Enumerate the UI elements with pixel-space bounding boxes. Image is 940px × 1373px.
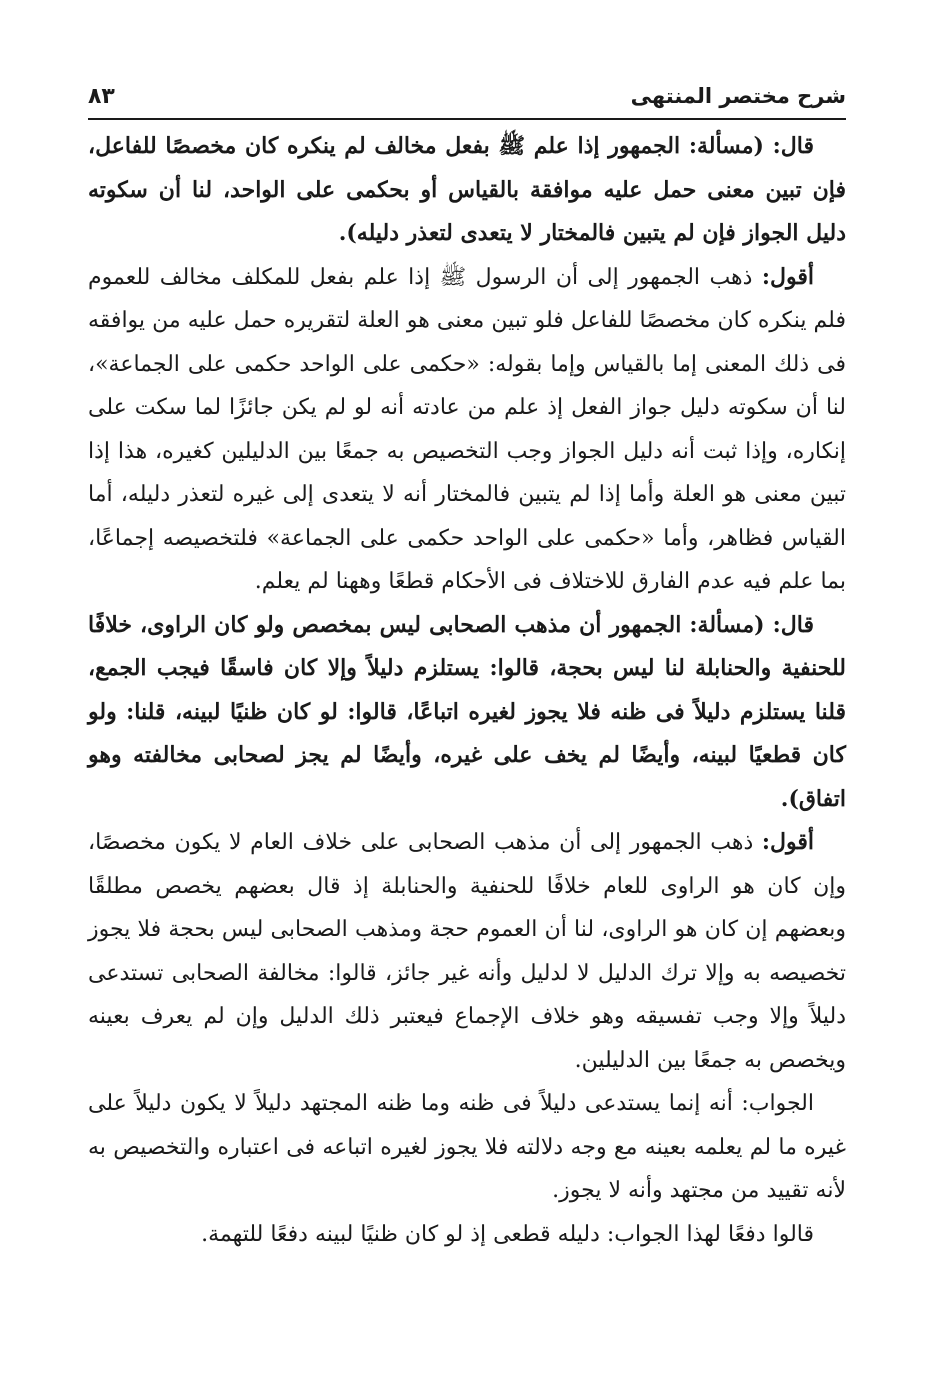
paragraph-lead: أقول: (761, 829, 814, 855)
header-divider (88, 118, 846, 120)
paragraph-sharh-2 (88, 821, 846, 1082)
paragraph-text: الجواب: أنه إنما يستدعى دليلاً فى ظنه وما ظنه المجتهد دليلاً لا يكون دليلاً على غيره ما لم يعلمه بعينه مع وجه دلالته فلا يجوز لغيره اتباعه فى اعتباره والتخصيص به لأنه تقييد من مجتهد وأنه لا يجوز. (88, 1091, 846, 1203)
paragraph-objection (88, 1213, 846, 1257)
page-body (88, 125, 846, 1256)
page-number: ٨٣ (88, 84, 115, 109)
book-title: شرح مختصر المنتهى (630, 84, 846, 108)
running-header (88, 80, 846, 114)
paragraph-lead: أقول: (761, 263, 814, 290)
paragraph-text: قالوا دفعًا لهذا الجواب: دليله قطعى إذ لو كان ظنيًا لبينه دفعًا للتهمة. (201, 1221, 814, 1247)
paragraph-sharh-1 (88, 256, 846, 604)
paragraph-answer (88, 1082, 846, 1213)
paragraph-text: ذهب الجمهور إلى أن مذهب الصحابى على خلاف العام لا يكون مخصصًا، وإن كان هو الراوى للعام خلافًا للحنفية والحنابلة إذ قال بعضهم يخصص مطلقًا وبعضهم إن كان هو الراوى، لنا أن العموم حجة ومذهب الصحابى ليس بحجة فلا يجوز تخصيصه به وإلا ترك الدليل لا لدليل وأنه غير جائز، قالوا: مخالفة الصحابى تستدعى دليلاً وإلا وجب تفسيقه وهو خلاف الإجماع فيعتبر ذلك الدليل وإن لم يعرف بعينه ويخصص به جمعًا بين الدليلين. (88, 830, 846, 1073)
paragraph-text: ذهب الجمهور إلى أن الرسول ﷺ إذا علم بفعل للمكلف مخالف للعموم فلم ينكره كان مخصصًا للفاعل فلو تبين معنى هو العلة لتقريره حمل عليه من يوافقه فى ذلك المعنى إما بالقياس وإما بقوله: «حكمى على الواحد حكمى على الجماعة»، لنا أن سكوته دليل جواز الفعل إذ علم من عادته أنه لو لم يكن جائزًا لما سكت على إنكاره، وإذا ثبت أنه دليل الجواز وجب التخصيص به جمعًا بين الدليلين كغيره، هذا إذا تبين معنى هو العلة وأما إذا لم يتبين فالمختار أنه لا يتعدى إلى غيره لتعذر دليله، أما القياس فظاهر، وأما «حكمى على الواحد حكمى على الجماعة» فلتخصيصه إجماعًا، بما علم فيه عدم الفارق للاختلاف فى الأحكام قطعًا وههنا لم يعلم. (88, 264, 846, 594)
paragraph-text: قال: (مسألة: الجمهور إذا علم ﷺ بفعل مخالف لم ينكره كان مخصصًا للفاعل، فإن تبين معنى حمل عليه موافقة بالقياس أو بحكمى على الواحد، لنا أن سكوته دليل الجواز فإن لم يتبين فالمختار لا يتعدى لتعذر دليله). (88, 133, 846, 246)
paragraph-matn-1 (88, 125, 846, 256)
paragraph-text: قال: (مسألة: الجمهور أن مذهب الصحابى ليس بمخصص ولو كان الراوى، خلافًا للحنفية والحنابلة لنا ليس بحجة، قالوا: يستلزم دليلاً وإلا كان فاسقًا فيجب الجمع، قلنا يستلزم دليلاً فى ظنه فلا يجوز لغيره اتباعًا، قالوا: لو كان ظنيًا لبينه، قلنا: ولو كان قطعيًا لبينه، وأيضًا لم يخف على غيره، وأيضًا لم يجز لصحابى مخالفته وهو اتفاق). (88, 611, 846, 812)
paragraph-matn-2 (88, 604, 846, 822)
